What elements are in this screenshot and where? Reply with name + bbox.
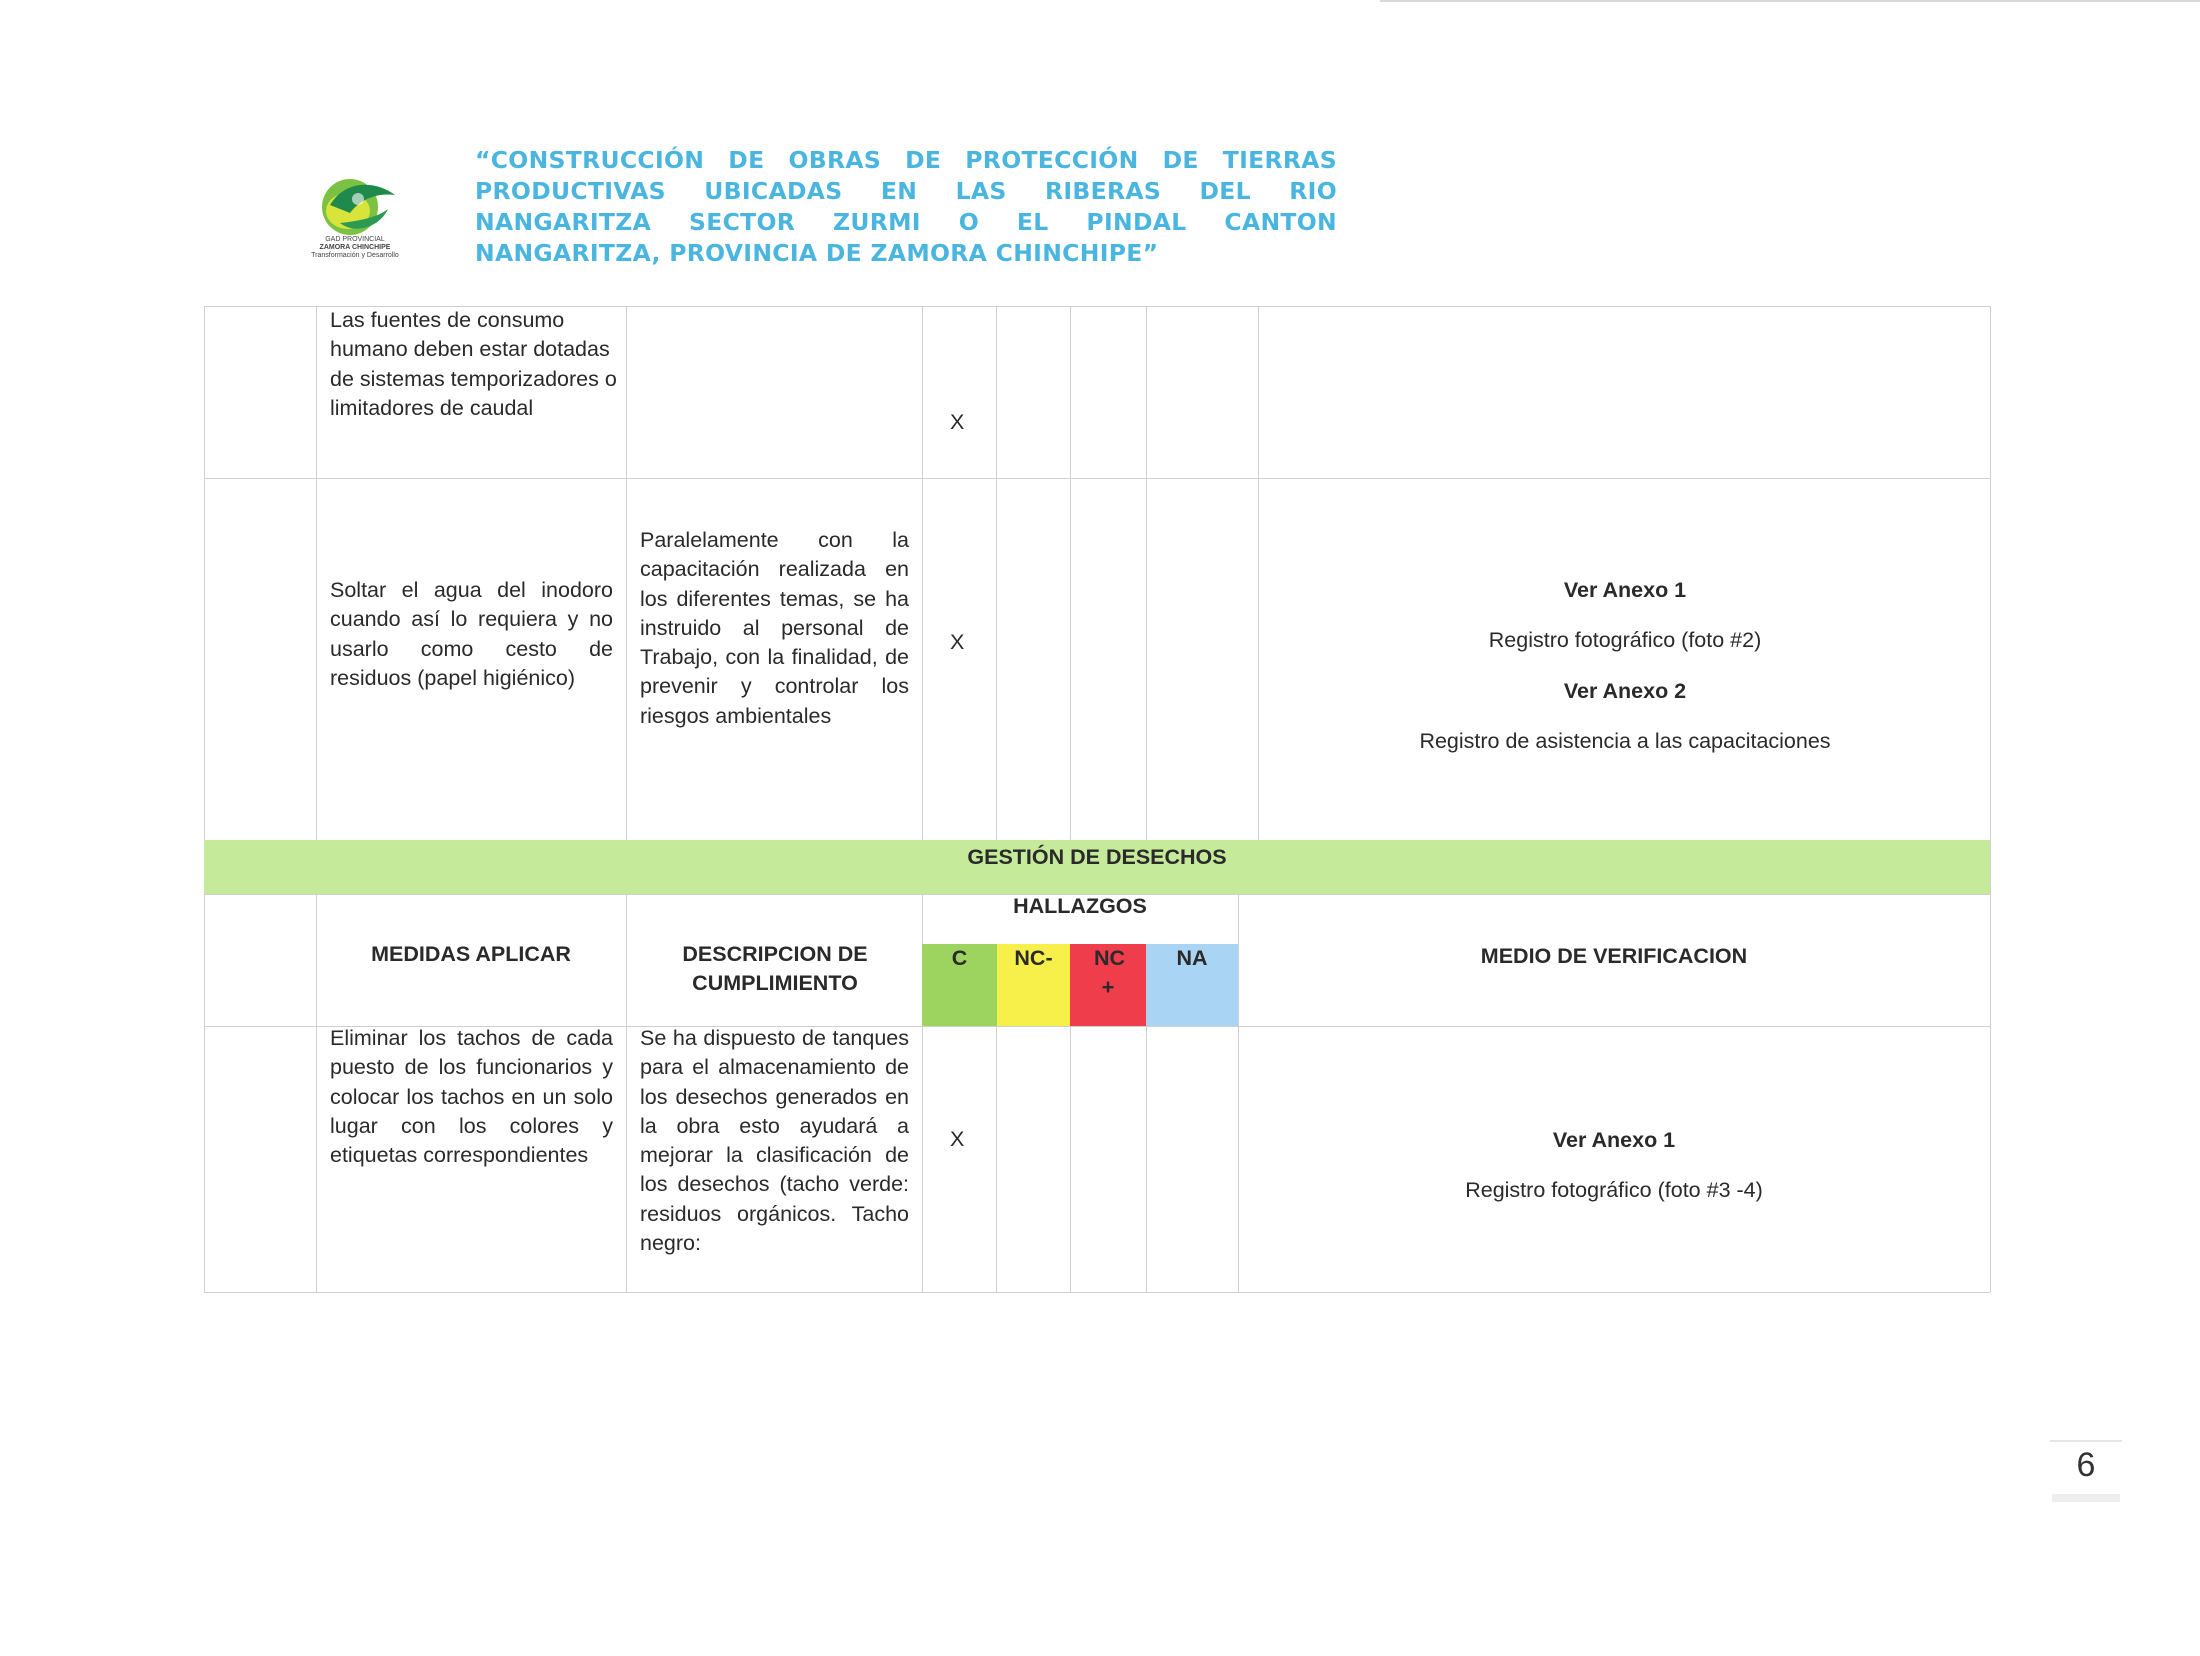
page-number-footer <box>2052 1494 2120 1502</box>
col-divider <box>1146 1026 1147 1292</box>
ver-anexo-label: Ver Anexo 2 <box>1563 678 1687 703</box>
col-header-medidas: MEDIDAS APLICAR <box>371 942 571 966</box>
col-divider <box>1990 306 1991 1292</box>
hallazgo-mark-c: X <box>950 630 965 654</box>
row-divider <box>204 478 1990 479</box>
verificacion-text: Registro de asistencia a las capacitaciones <box>1419 728 1831 753</box>
col-divider <box>316 306 317 1292</box>
medida-cell: Eliminar los tachos de cada puesto de los funcionarios y colocar los tachos en un solo lugar con los colores y etiquetas correspondientes <box>330 1026 613 1168</box>
page-top-line <box>1380 0 2200 2</box>
hallazgos-header: HALLAZGOS <box>1013 894 1147 918</box>
hallazgo-mark-c: X <box>950 1127 965 1151</box>
code-c-header: C <box>922 944 997 1026</box>
page-number-rule <box>2050 1440 2122 1442</box>
medida-cell: Las fuentes de consumo humano deben estar dotadas de sistemas temporizadores o limitadores de caudal <box>330 308 617 420</box>
medida-cell: Soltar el agua del inodoro cuando así lo requiera y no usarlo como cesto de residuos (papel higiénico) <box>330 578 613 690</box>
col-divider <box>204 306 205 1292</box>
descripcion-cell: Paralelamente con la capacitación realizada en los diferentes temas, se ha instruido al personal de Trabajo, con la finalidad, de prevenir y controlar los riesgos ambientales <box>640 528 909 728</box>
page-number: 6 <box>2076 1446 2096 1484</box>
table-border-bottom <box>204 1292 1990 1293</box>
project-title: “CONSTRUCCIÓN DE OBRAS DE PROTECCIÓN DE TIERRAS PRODUCTIVAS UBICADAS EN LAS RIBERAS DEL RIO NANGARITZA SECTOR ZURMI O EL PINDAL CANTON NANGARITZA, PROVINCIA DE ZAMORA CHINCHIPE” <box>475 146 1337 267</box>
ver-anexo-label: Ver Anexo 1 <box>1563 578 1687 602</box>
col-divider <box>1070 1026 1071 1292</box>
col-divider <box>922 306 923 1292</box>
code-nc-minus-header: NC- <box>997 944 1070 1026</box>
col-divider <box>1070 306 1071 840</box>
col-header-verificacion: MEDIO DE VERIFICACION <box>1480 944 1748 968</box>
hallazgo-mark-c: X <box>950 410 965 434</box>
section-title: GESTIÓN DE DESECHOS <box>967 845 1227 869</box>
code-na-header: NA <box>1146 944 1238 1026</box>
col-divider <box>996 306 997 840</box>
verificacion-text: Registro fotográfico (foto #3 -4) <box>1465 1178 1763 1203</box>
ver-anexo-label: Ver Anexo 1 <box>1552 1128 1676 1152</box>
col-divider <box>1258 306 1259 840</box>
col-divider <box>626 306 627 1292</box>
verificacion-cell <box>1260 576 1990 756</box>
col-divider <box>1146 306 1147 840</box>
col-header-descripcion: DESCRIPCION DE CUMPLIMIENTO <box>682 942 868 996</box>
code-nc-plus-header: NC + <box>1070 944 1146 1026</box>
col-divider <box>996 1026 997 1292</box>
verificacion-cell <box>1238 1126 1990 1206</box>
verificacion-text: Registro fotográfico (foto #2) <box>1488 628 1762 653</box>
logo-caption: GAD PROVINCIAL ZAMORA CHINCHIPE Transformación y Desarrollo <box>311 236 399 259</box>
descripcion-cell: Se ha dispuesto de tanques para el almacenamiento de los desechos generados en la obra esto ayudará a mejorar la clasificación de los desechos (tacho verde: residuos orgánicos. Tacho negro: <box>640 1026 909 1256</box>
